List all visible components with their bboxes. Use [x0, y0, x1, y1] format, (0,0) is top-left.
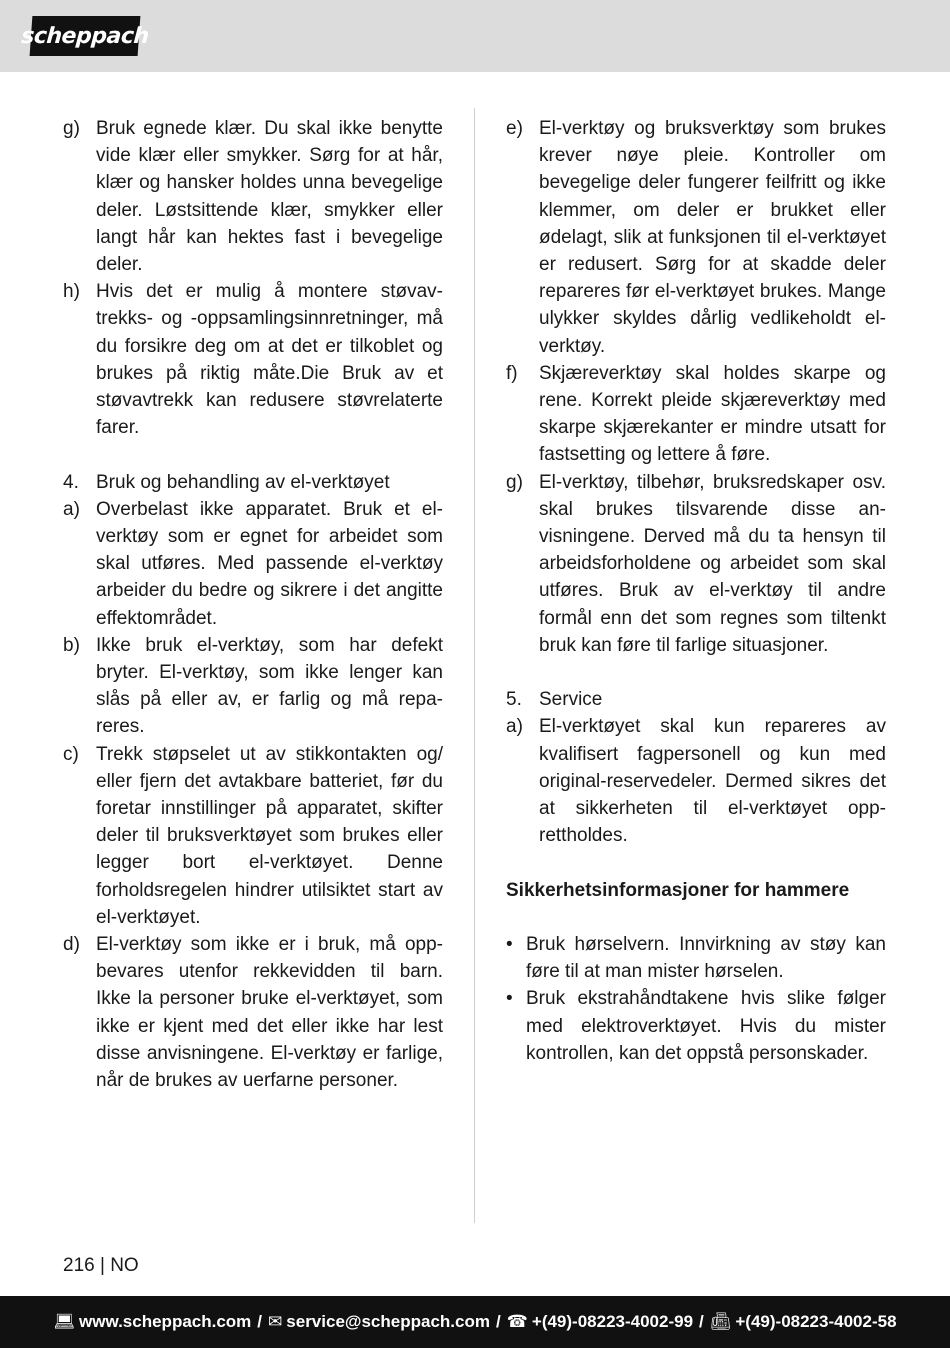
item-text: El-verktøy som ikke er i bruk, må oppbevares utenfor rekkevidden til barn. Ikke la personer bruke el-verktøyet, som ikke er kjent med det eller ikke har lest disse anvisningene. El-verktøy er farlige, når de brukes av uerfarne personer.	[96, 934, 443, 1092]
bullet-icon: •	[506, 988, 513, 1010]
page-number-value: 216	[63, 1255, 95, 1276]
right-column	[506, 115, 886, 1067]
item-marker: b)	[63, 634, 80, 656]
list-item	[63, 632, 443, 741]
left-column	[63, 115, 443, 1094]
item-marker: a)	[506, 716, 523, 738]
footer-contact-bar	[0, 1296, 950, 1348]
list-item	[63, 496, 443, 632]
section-number: 5.	[506, 689, 522, 711]
envelope-icon: ✉︎	[268, 1312, 283, 1331]
item-text: El-verktøy og bruksverktøy som brukes krever nøye pleie. Kontroller om bevegelige deler fungerer feilfritt og ikke klemmer, om deler er brukket eller ødelagt, slik at funksjonen til el-verktøyet er redusert. Sørg for at skadde deler repareres før el-verktøyet brukes. Mange ulykker skyldes dårlig vedlikeholdt el-verktøy.	[539, 118, 886, 357]
item-marker: g)	[506, 471, 523, 493]
item-marker: c)	[63, 743, 79, 765]
email-link[interactable]: service@scheppach.com	[286, 1312, 490, 1331]
list-item	[63, 931, 443, 1094]
list-item	[506, 469, 886, 659]
footer-separator: /	[257, 1312, 263, 1331]
scheppach-logo: scheppach	[30, 16, 141, 56]
list-item	[506, 360, 886, 469]
item-marker: e)	[506, 118, 523, 139]
item-text: Bruk egnede klær. Du skal ikke benytte vide klær eller smykker. Sørg for at hår, klær og hansker holdes unna bevegelige deler. Løstsittende klær, smykker eller langt hår kan hektes fast i bevegelige deler.	[96, 118, 443, 276]
section-number: 4.	[63, 471, 79, 493]
item-marker: d)	[63, 934, 80, 956]
hammer-safety-heading: Sikkerhetsinformasjoner for hammere	[506, 879, 850, 901]
website-link[interactable]: www.scheppach.com	[79, 1312, 252, 1331]
item-text: Skjæreverktøy skal holdes skarpe og rene. Korrekt pleide skjæreverktøy med skarpe skjærekanter er mindre utsatt for fastsetting og lettere å føre.	[539, 362, 886, 466]
item-text: Hvis det er mulig å montere støvavtrekks- og -oppsamlingsinnretninger, må du forsikre deg om at det er tilkoblet og brukes på riktig måte.Die Bruk av et støvavtrekk kan redusere støvrelaterte farer.	[96, 281, 443, 439]
phone-number: +(49)-08223-4002-99	[531, 1312, 694, 1331]
telephone-icon: ☎︎	[506, 1312, 528, 1331]
header-bar	[0, 0, 950, 72]
section-heading	[506, 686, 886, 713]
bullet-icon: •	[506, 934, 513, 956]
list-item	[63, 278, 443, 441]
list-item	[63, 741, 443, 931]
section-title: Service	[539, 689, 603, 711]
item-marker: f)	[506, 362, 518, 384]
computer-icon: 💻︎	[53, 1312, 76, 1331]
section-title: Bruk og behandling av el-verktøyet	[96, 471, 390, 493]
item-text: El-verktøyet skal kun repareres av kvalifisert fagpersonell og kun med original-reservedeler. Dermed sikres det at sikkerheten til el-verktøyet opprettholdes.	[539, 716, 886, 847]
column-divider	[474, 108, 475, 1223]
item-text: Ikke bruk el-verktøy, som har defekt bryter. El-verktøy, som ikke lenger kan slås på eller av, er farlig og må repareres.	[96, 634, 443, 738]
page-separator: |	[99, 1255, 105, 1276]
fax-number: +(49)-08223-4002-58	[735, 1312, 897, 1331]
list-item	[506, 713, 886, 849]
list-item	[63, 115, 443, 278]
item-marker: a)	[63, 498, 80, 520]
item-text: Trekk støpselet ut av stikkontakten og/ eller fjern det avtakbare batteriet, før du foretar innstillinger på apparatet, skifter deler til bruksverktøyet som brukes eller legger bort el-verktøyet. Denne forholdsregelen hindrer utilsiktet start av el-verktøyet.	[96, 743, 443, 928]
page-language: NO	[110, 1255, 139, 1276]
item-text: Overbelast ikke apparatet. Bruk et el-verktøy som er egnet for arbeidet som skal utføres. Med passende el-verktøy arbeider du bedre og sikrere i det angitte effektområdet.	[96, 498, 443, 629]
item-text: Bruk ekstrahåndtakene hvis slike følger med elektroverktøyet. Hvis du mister kontrollen, kan det oppstå personskader.	[526, 988, 886, 1064]
section-heading	[63, 469, 443, 496]
bullet-item	[506, 931, 886, 985]
item-text: El-verktøy, tilbehør, bruksredskaper osv. skal brukes tilsvarende disse anvisningene. Derved må du ta hensyn til arbeidsforholdene og arbeidet som skal utføres. Bruk av el-verktøy til andre formål enn det som regnes som tiltenkt bruk kan føre til farlige situasjoner.	[539, 471, 886, 656]
page-number	[63, 1255, 139, 1277]
item-text: Bruk hørselvern. Innvirkning av støy kan føre til at man mister hørselen.	[526, 934, 886, 983]
fax-icon: 📠︎	[709, 1312, 732, 1331]
bullet-item	[506, 985, 886, 1067]
item-marker: g)	[63, 118, 80, 139]
list-item	[506, 115, 886, 360]
footer-separator: /	[495, 1312, 501, 1331]
footer-separator: /	[699, 1312, 704, 1331]
item-marker: h)	[63, 281, 80, 303]
